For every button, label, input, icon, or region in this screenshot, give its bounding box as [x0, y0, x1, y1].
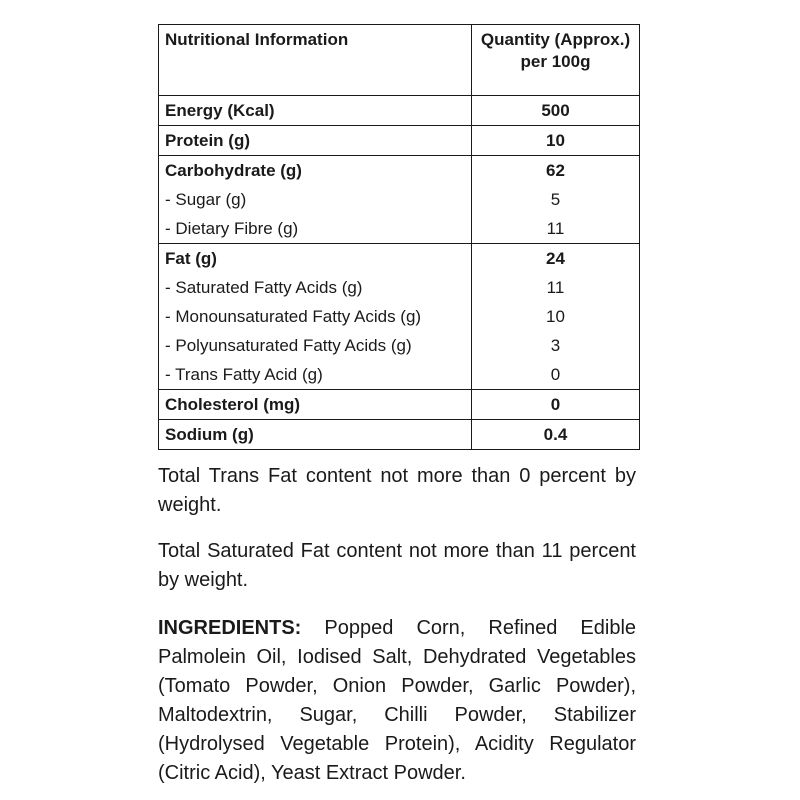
nutrition-table [158, 24, 640, 450]
nutrient-value-cell [472, 126, 640, 156]
table-header-row [159, 25, 640, 96]
nutrient-value: 24 [546, 249, 565, 268]
nutrient-group [159, 390, 640, 420]
nutrient-name: Fat (g) [165, 249, 217, 268]
nutrient-group [159, 156, 640, 244]
nutrient-name: Cholesterol (mg) [165, 395, 301, 414]
nutrient-name-cell [159, 390, 472, 420]
nutrient-name: Energy (Kcal) [165, 101, 275, 120]
nutrient-name: - Polyunsaturated Fatty Acids (g) [165, 336, 412, 355]
nutrient-value: 0 [550, 395, 561, 414]
nutrient-value: 10 [546, 131, 565, 150]
ingredients-text: Popped Corn, Refined Edible Palmolein Oil, Iodised Salt, Dehydrated Vegetables (Tomato Powder, Onion Powder, Garlic Powder), Maltodextrin, Sugar, Chilli Powder, Stabilizer (Hydrolysed Vegetable Protein), Acidity Regulator (Citric Acid), Yeast Extract Powder. [158, 617, 637, 784]
nutrient-value: 10 [546, 307, 565, 326]
nutrient-name: - Trans Fatty Acid (g) [165, 365, 323, 384]
header-nutritional-information: Nutritional Information [159, 25, 472, 96]
nutrient-name: - Saturated Fatty Acids (g) [165, 278, 363, 297]
nutrient-value: 3 [550, 336, 561, 355]
nutrient-name-cell [159, 126, 472, 156]
nutrient-value-cell [472, 420, 640, 450]
nutrient-name-cell [159, 156, 472, 244]
nutrient-group [159, 96, 640, 126]
nutrient-name: Carbohydrate (g) [165, 161, 302, 180]
header-quantity-line2: per 100g [520, 52, 591, 71]
trans-fat-note: Total Trans Fat content not more than 0 percent by weight. [158, 465, 636, 516]
nutrient-name-cell [159, 420, 472, 450]
nutrient-name: - Sugar (g) [165, 190, 247, 209]
nutrient-value-cell [472, 156, 640, 244]
nutrient-value: 5 [550, 190, 561, 209]
nutrient-name: Protein (g) [165, 131, 250, 150]
nutrient-name: - Monounsaturated Fatty Acids (g) [165, 307, 422, 326]
nutrient-name: - Dietary Fibre (g) [165, 219, 299, 238]
nutrient-name-cell [159, 244, 472, 390]
header-quantity [472, 25, 640, 96]
nutrient-name: Sodium (g) [165, 425, 254, 444]
nutrient-group [159, 244, 640, 390]
nutrient-value-cell [472, 244, 640, 390]
saturated-fat-note: Total Saturated Fat content not more than 11 percent by weight. [158, 540, 636, 591]
ingredients-paragraph [158, 614, 636, 788]
nutrient-value: 500 [541, 101, 570, 120]
nutrient-value: 0 [550, 365, 561, 384]
nutrient-value: 11 [546, 278, 565, 297]
nutrient-name-cell [159, 96, 472, 126]
nutrient-value: 11 [546, 219, 565, 238]
nutrient-value: 0.4 [543, 425, 568, 444]
header-quantity-line1: Quantity (Approx.) [480, 30, 631, 49]
nutrient-value: 62 [546, 161, 565, 180]
nutrient-value-cell [472, 96, 640, 126]
nutrient-value-cell [472, 390, 640, 420]
nutrient-group [159, 420, 640, 450]
ingredients-label: INGREDIENTS: [158, 617, 302, 639]
nutrient-group [159, 126, 640, 156]
